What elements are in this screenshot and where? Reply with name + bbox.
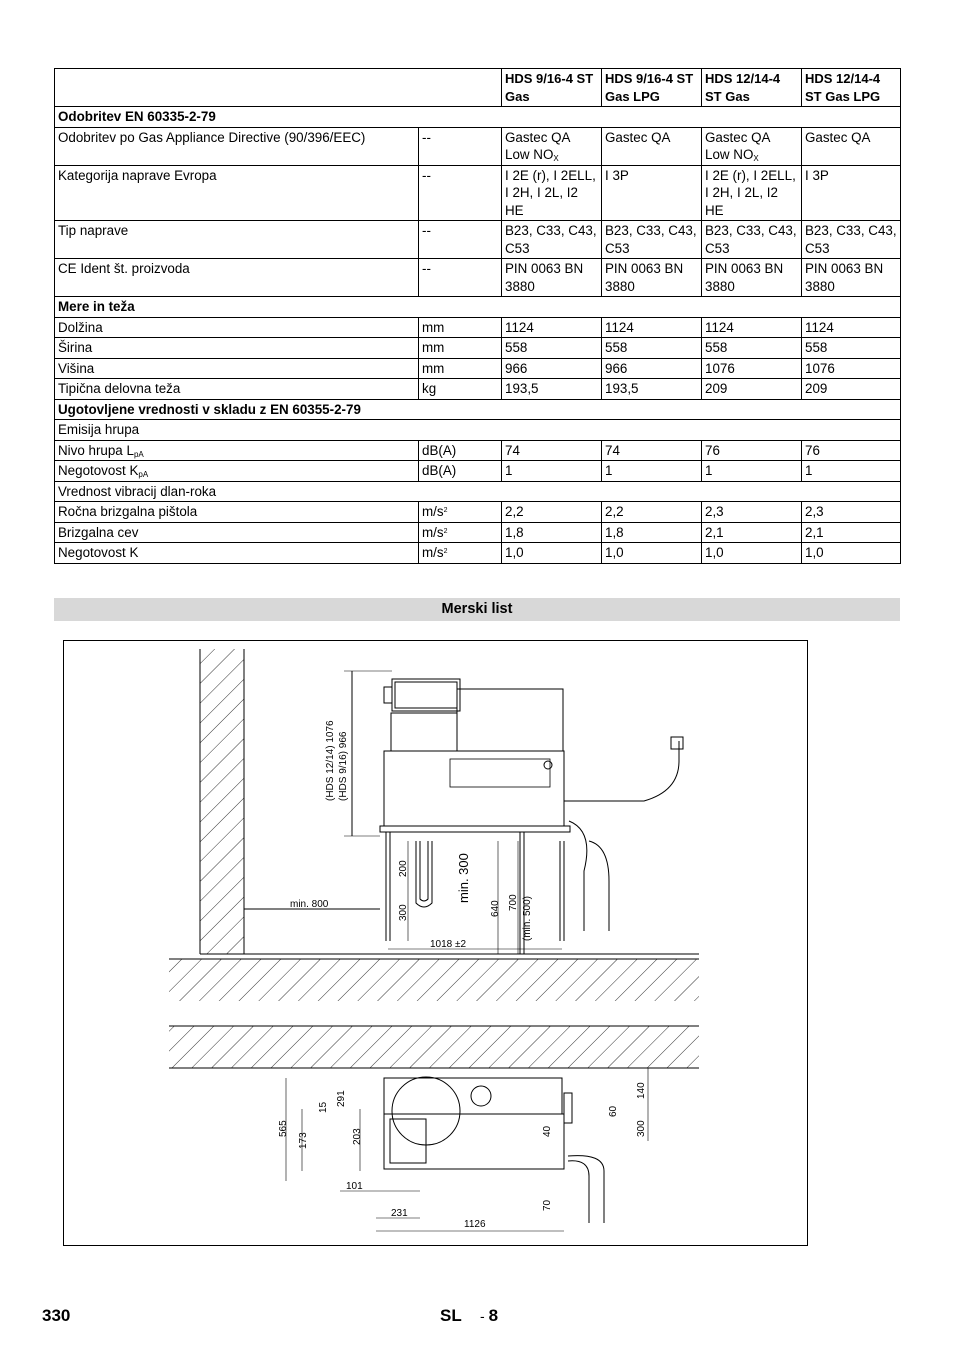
hose xyxy=(569,821,587,931)
section-row xyxy=(55,297,901,318)
dim-1018: 1018 ±2 xyxy=(430,939,467,950)
table-row: Kategorija naprave Evropa -- I 2E (r), I 2ELL, I 2H, I 2L, I2 HE I 3P I 2E (r), I 2ELL, I 2H, I 2L, I2 HE I 3P xyxy=(55,165,901,221)
dim-101: 101 xyxy=(346,1181,363,1192)
table-row: Emisija hrupa xyxy=(55,420,901,441)
dim-min300: min. 300 xyxy=(456,853,471,903)
dim-300: 300 xyxy=(398,904,409,921)
dim-60: 60 xyxy=(608,1105,619,1117)
dim-height-b: (HDS 9/16) 966 xyxy=(338,731,349,801)
table-row: Tipična delovna teža kg 193,5 193,5 209 209 xyxy=(55,379,901,400)
table-row: Negotovost K $m/s^2$ 1,0 1,0 1,0 1,0 xyxy=(55,543,901,564)
table-row: Negotovost $K_{pA}$ dB(A) 1 1 1 1 xyxy=(55,461,901,482)
model-header: HDS 12/14-4 ST Gas LPG xyxy=(802,69,901,107)
control-panel xyxy=(450,759,550,787)
table-header-row xyxy=(55,69,901,107)
section-page: - 8 xyxy=(480,1306,499,1325)
table-row: Višina mm 966 966 1076 1076 xyxy=(55,358,901,379)
floor-hatch xyxy=(169,959,699,1001)
table-row: Brizgalna cev $m/s^2$ 1,8 1,8 2,1 2,1 xyxy=(55,522,901,543)
dim-291: 291 xyxy=(336,1090,347,1107)
model-header: HDS 12/14-4 ST Gas xyxy=(702,69,802,107)
dim-231: 231 xyxy=(391,1208,408,1219)
dim-203: 203 xyxy=(352,1128,363,1145)
dim-40: 40 xyxy=(542,1125,553,1137)
table-row: Vrednost vibracij dlan-roka xyxy=(55,481,901,502)
exhaust-pipe xyxy=(416,841,432,907)
dim-640: 640 xyxy=(490,900,501,917)
model-header: HDS 9/16-4 ST Gas LPG xyxy=(602,69,702,107)
drawing-svg xyxy=(64,641,809,1247)
table-row: Tip naprave -- B23, C33, C43, C53 B23, C33, C43, C53 B23, C33, C43, C53 B23, C33, C43, C53 xyxy=(55,221,901,259)
dim-height-a: (HDS 12/14) 1076 xyxy=(325,720,336,801)
dim-173: 173 xyxy=(298,1132,309,1149)
dimension-drawing xyxy=(63,640,808,1246)
dim-70: 70 xyxy=(542,1199,553,1211)
table-row: Širina mm 558 558 558 558 xyxy=(55,338,901,359)
language-code: SL xyxy=(440,1306,462,1325)
socket xyxy=(671,737,683,749)
model-header: HDS 9/16-4 ST Gas xyxy=(502,69,602,107)
table-row: Dolžina mm 1124 1124 1124 1124 xyxy=(55,317,901,338)
section-row xyxy=(55,107,901,128)
dim-min500: (min. 500) xyxy=(522,895,533,941)
section-approval: Odobritev EN 60335-2-79 xyxy=(55,107,901,128)
machine-top xyxy=(384,1077,604,1223)
ceiling-hatch xyxy=(169,1026,699,1068)
section-row xyxy=(55,399,901,420)
table-row: Nivo hrupa $L_{pA}$ dB(A) 74 74 76 76 xyxy=(55,440,901,461)
dim-1126: 1126 xyxy=(464,1219,486,1230)
table-row: Ročna brizgalna pištola $m/s^2$ 2,2 2,2 2,3 2,3 xyxy=(55,502,901,523)
table-row: CE Ident št. proizvoda -- PIN 0063 BN 3880 PIN 0063 BN 3880 PIN 0063 BN 3880 PIN 0063 BN 3880 xyxy=(55,259,901,297)
dim-140: 140 xyxy=(636,1082,647,1099)
dim-700: 700 xyxy=(508,894,519,911)
spec-table xyxy=(54,68,901,564)
section-measured: Ugotovljene vrednosti v skladu z EN 60355-2-79 xyxy=(55,399,901,420)
section-dimensions: Mere in teža xyxy=(55,297,901,318)
hose xyxy=(568,1161,589,1223)
hose xyxy=(589,841,609,931)
page-number: 330 xyxy=(42,1306,71,1325)
wall-hatch xyxy=(200,649,244,954)
cable xyxy=(564,741,679,801)
dim-min800: min. 800 xyxy=(290,899,329,910)
dim-15: 15 xyxy=(318,1101,329,1113)
dim-300-top: 300 xyxy=(636,1120,647,1137)
section-title-bar: Merski list xyxy=(54,598,900,621)
table-row: Odobritev po Gas Appliance Directive (90/396/EEC) -- Gastec QA Low $NO_X$ Gastec QA Gastec QA Low $NO_X$ Gastec QA xyxy=(55,127,901,165)
dim-565: 565 xyxy=(278,1120,289,1137)
dim-200: 200 xyxy=(398,860,409,877)
